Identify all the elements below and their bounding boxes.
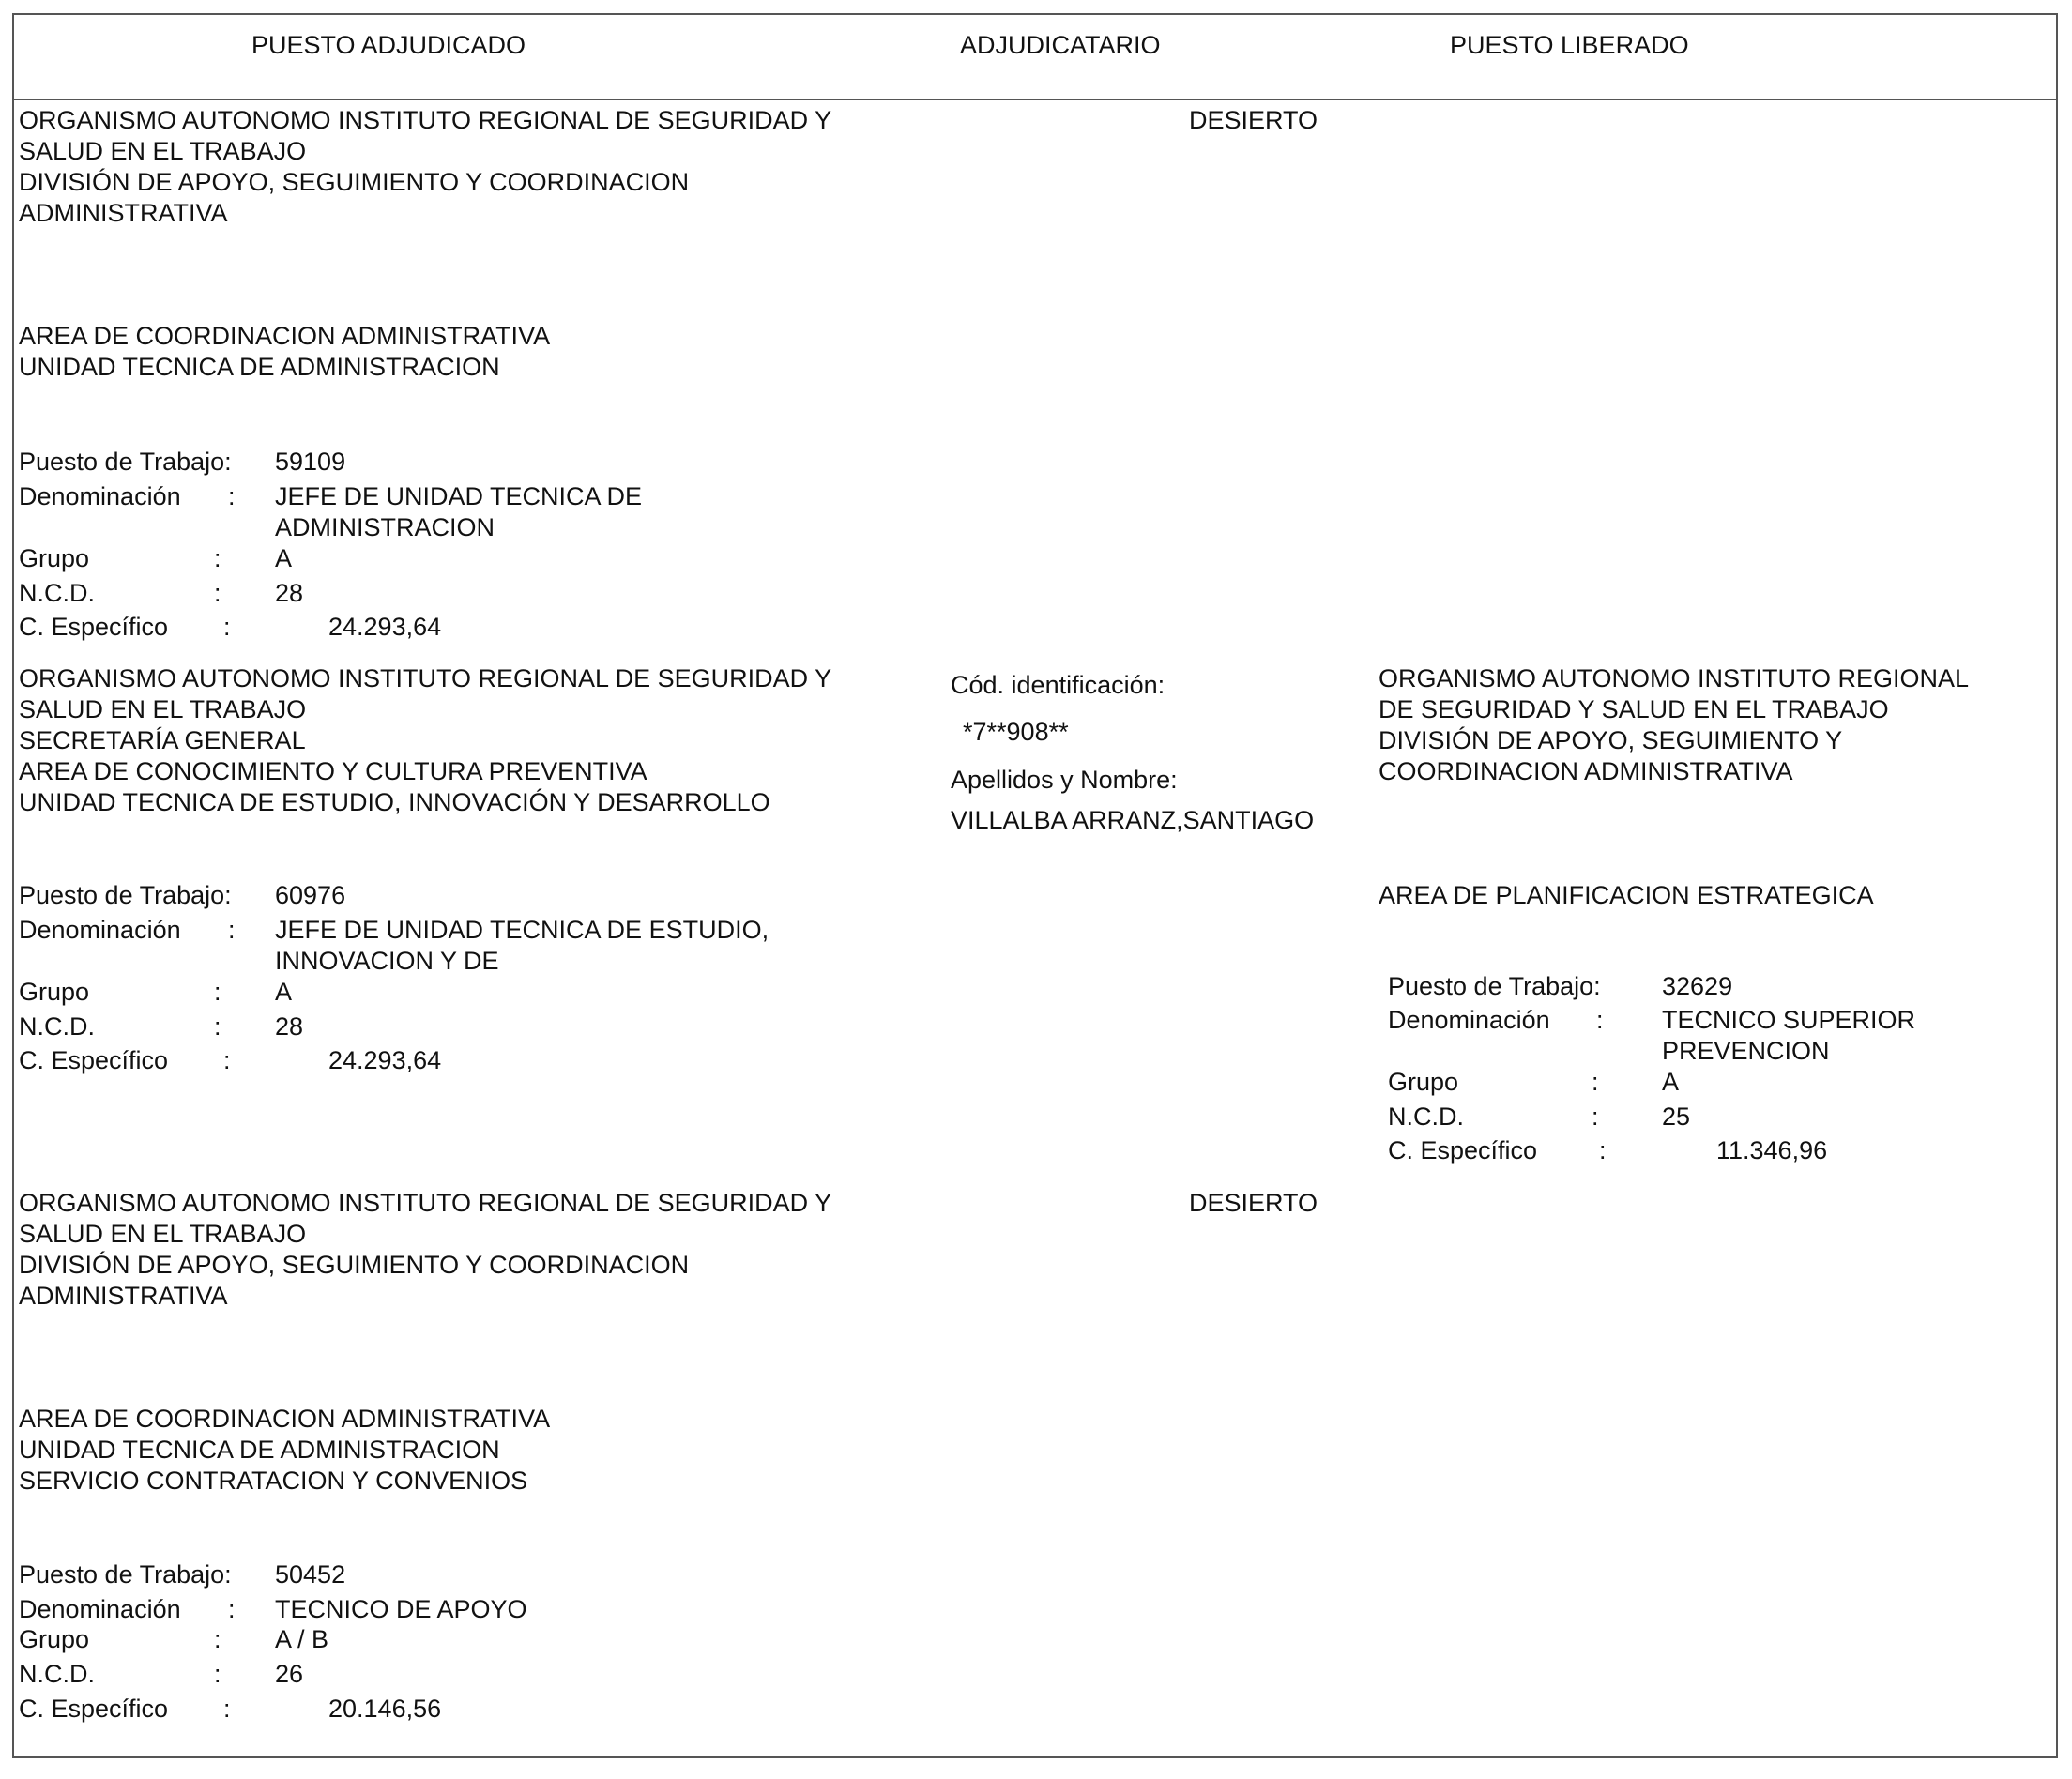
row2-liberado-puesto-value: 32629 — [1662, 972, 1733, 1000]
row2-liberado-grupo-value: A — [1662, 1068, 1680, 1096]
row2-liberado-ncd-label: N.C.D. — [1388, 1102, 1464, 1131]
header-divider — [12, 99, 2058, 100]
row2-denominacion-line-2: INNOVACION Y DE — [275, 947, 499, 975]
row2-liberado-org-line-1: ORGANISMO AUTONOMO INSTITUTO REGIONAL — [1379, 664, 1970, 692]
row2-liberado-especifico-colon: : — [1599, 1136, 1607, 1164]
row2-liberado-grupo-label: Grupo — [1388, 1068, 1459, 1096]
row2-liberado-denominacion-colon: : — [1596, 1006, 1604, 1034]
row1-ncd-label: N.C.D. — [19, 579, 95, 607]
row2-especifico-value: 24.293,64 — [328, 1046, 442, 1074]
row1-especifico-value: 24.293,64 — [328, 613, 442, 641]
row2-denominacion-colon: : — [228, 916, 236, 944]
row2-org-line-3: SECRETARÍA GENERAL — [19, 726, 306, 754]
row2-liberado-grupo-colon: : — [1592, 1068, 1599, 1096]
row3-org-line-1: ORGANISMO AUTONOMO INSTITUTO REGIONAL DE SEGURIDAD Y — [19, 1189, 832, 1217]
row3-puesto-value: 50452 — [275, 1560, 346, 1589]
row2-especifico-colon: : — [223, 1046, 231, 1074]
row1-org-line-1: ORGANISMO AUTONOMO INSTITUTO REGIONAL DE SEGURIDAD Y — [19, 106, 832, 134]
row1-ncd-value: 28 — [275, 579, 304, 607]
row1-grupo-value: A — [275, 544, 293, 572]
row2-liberado-org-line-2: DE SEGURIDAD Y SALUD EN EL TRABAJO — [1379, 695, 1889, 723]
row3-adjudicatario-status: DESIERTO — [1189, 1189, 1318, 1217]
row1-especifico-label: C. Específico — [19, 613, 169, 641]
row3-grupo-colon: : — [214, 1625, 221, 1653]
row2-liberado-denominacion-line-1: TECNICO SUPERIOR — [1662, 1006, 1916, 1034]
row1-area-line-1: AREA DE COORDINACION ADMINISTRATIVA — [19, 322, 551, 350]
row1-area-line-2: UNIDAD TECNICA DE ADMINISTRACION — [19, 353, 500, 381]
row2-ncd-value: 28 — [275, 1012, 304, 1041]
row3-ncd-label: N.C.D. — [19, 1660, 95, 1688]
row1-denominacion-colon: : — [228, 482, 236, 510]
row3-area-line-1: AREA DE COORDINACION ADMINISTRATIVA — [19, 1405, 551, 1433]
row3-denominacion-line-1: TECNICO DE APOYO — [275, 1595, 527, 1623]
row1-org-line-4: ADMINISTRATIVA — [19, 199, 228, 227]
row2-denominacion-line-1: JEFE DE UNIDAD TECNICA DE ESTUDIO, — [275, 916, 769, 944]
row3-grupo-value: A / B — [275, 1625, 329, 1653]
row3-grupo-label: Grupo — [19, 1625, 90, 1653]
row1-adjudicatario-status: DESIERTO — [1189, 106, 1318, 134]
row2-cod-label: Cód. identificación: — [951, 671, 1166, 699]
row2-liberado-especifico-label: C. Específico — [1388, 1136, 1538, 1164]
row1-grupo-label: Grupo — [19, 544, 90, 572]
row3-especifico-label: C. Específico — [19, 1695, 169, 1723]
row2-ncd-label: N.C.D. — [19, 1012, 95, 1041]
row1-org-line-2: SALUD EN EL TRABAJO — [19, 137, 307, 165]
row2-liberado-denominacion-line-2: PREVENCION — [1662, 1037, 1830, 1065]
row1-puesto-label: Puesto de Trabajo: — [19, 448, 232, 476]
row2-liberado-especifico-value: 11.346,96 — [1716, 1136, 1828, 1164]
row3-puesto-label: Puesto de Trabajo: — [19, 1560, 232, 1589]
row1-grupo-colon: : — [214, 544, 221, 572]
row1-org-line-3: DIVISIÓN DE APOYO, SEGUIMIENTO Y COORDINACION — [19, 168, 690, 196]
row2-nombre-label: Apellidos y Nombre: — [951, 766, 1178, 794]
row1-denominacion-label: Denominación — [19, 482, 181, 510]
row2-ncd-colon: : — [214, 1012, 221, 1041]
row3-denominacion-colon: : — [228, 1595, 236, 1623]
row2-grupo-label: Grupo — [19, 978, 90, 1006]
row2-org-line-1: ORGANISMO AUTONOMO INSTITUTO REGIONAL DE SEGURIDAD Y — [19, 664, 832, 692]
row3-org-line-2: SALUD EN EL TRABAJO — [19, 1220, 307, 1248]
row2-org-line-4: AREA DE CONOCIMIENTO Y CULTURA PREVENTIVA — [19, 757, 648, 785]
row3-area-line-3: SERVICIO CONTRATACION Y CONVENIOS — [19, 1467, 528, 1495]
row2-liberado-org-line-4: COORDINACION ADMINISTRATIVA — [1379, 757, 1793, 785]
header-adjudicatario: ADJUDICATARIO — [960, 31, 1161, 59]
row2-grupo-colon: : — [214, 978, 221, 1006]
row2-puesto-label: Puesto de Trabajo: — [19, 881, 232, 909]
row2-liberado-denominacion-label: Denominación — [1388, 1006, 1550, 1034]
row3-especifico-value: 20.146,56 — [328, 1695, 442, 1723]
header-puesto-liberado: PUESTO LIBERADO — [1450, 31, 1689, 59]
row2-especifico-label: C. Específico — [19, 1046, 169, 1074]
row2-liberado-ncd-value: 25 — [1662, 1102, 1691, 1131]
row1-ncd-colon: : — [214, 579, 221, 607]
header-puesto-adjudicado: PUESTO ADJUDICADO — [251, 31, 526, 59]
row2-liberado-org-line-3: DIVISIÓN DE APOYO, SEGUIMIENTO Y — [1379, 726, 1843, 754]
row3-denominacion-label: Denominación — [19, 1595, 181, 1623]
row3-org-line-4: ADMINISTRATIVA — [19, 1282, 228, 1310]
row1-denominacion-line-1: JEFE DE UNIDAD TECNICA DE — [275, 482, 643, 510]
row3-especifico-colon: : — [223, 1695, 231, 1723]
row3-org-line-3: DIVISIÓN DE APOYO, SEGUIMIENTO Y COORDINACION — [19, 1251, 690, 1279]
row2-puesto-value: 60976 — [275, 881, 346, 909]
row2-denominacion-label: Denominación — [19, 916, 181, 944]
row1-especifico-colon: : — [223, 613, 231, 641]
row2-org-line-2: SALUD EN EL TRABAJO — [19, 695, 307, 723]
row3-area-line-2: UNIDAD TECNICA DE ADMINISTRACION — [19, 1436, 500, 1464]
row2-grupo-value: A — [275, 978, 293, 1006]
row2-liberado-puesto-label: Puesto de Trabajo: — [1388, 972, 1601, 1000]
row3-ncd-value: 26 — [275, 1660, 304, 1688]
row2-nombre-value: VILLALBA ARRANZ,SANTIAGO — [951, 806, 1315, 834]
row2-cod-value: *7**908** — [963, 718, 1069, 746]
row2-liberado-area: AREA DE PLANIFICACION ESTRATEGICA — [1379, 881, 1874, 909]
row2-org-line-5: UNIDAD TECNICA DE ESTUDIO, INNOVACIÓN Y DESARROLLO — [19, 788, 770, 816]
row3-ncd-colon: : — [214, 1660, 221, 1688]
row1-denominacion-line-2: ADMINISTRACION — [275, 513, 495, 541]
row1-puesto-value: 59109 — [275, 448, 346, 476]
row2-liberado-ncd-colon: : — [1592, 1102, 1599, 1131]
